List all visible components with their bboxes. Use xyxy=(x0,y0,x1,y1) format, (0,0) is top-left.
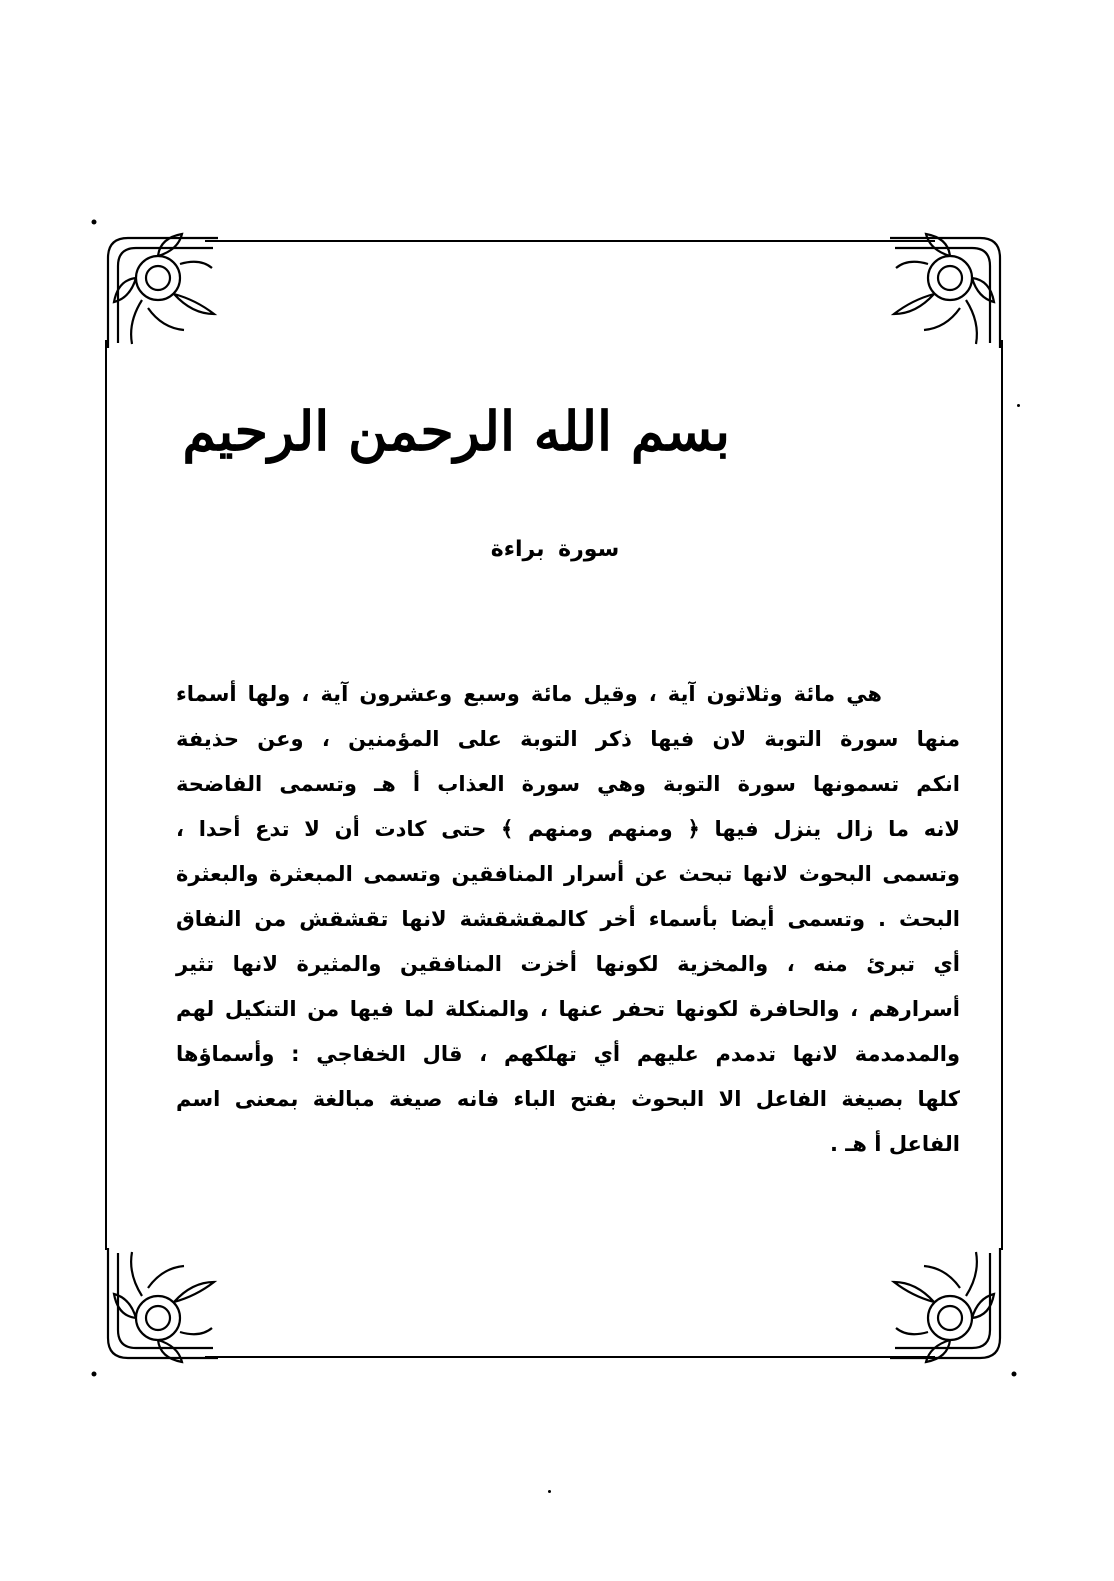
body-paragraph xyxy=(176,672,960,1167)
frame-top-border xyxy=(205,240,935,242)
text-line: وتسمى البحوث لانها تبحث عن أسرار المنافقين وتسمى المبعثرة والبعثرة xyxy=(176,862,960,886)
frame-right-border xyxy=(1001,340,1003,1250)
text-line: أي تبرئ منه ، والمخزية لكونها أخزت المنافقين والمثيرة لانها تثير xyxy=(176,952,960,976)
text-line: أسرارهم ، والحافرة لكونها تحفر عنها ، والمنكلة لما فيها من التنكيل لهم xyxy=(176,997,960,1021)
text-line: انكم تسمونها سورة التوبة وهي سورة العذاب أ هـ وتسمى الفاضحة xyxy=(176,772,960,796)
text-line: والمدمدمة لانها تدمدم عليهم أي تهلكهم ، قال الخفاجي : وأسماؤها xyxy=(176,1042,960,1066)
text-line: لانه ما زال ينزل فيها ﴿ ومنهم ومنهم ﴾ حتى كادت أن لا تدع أحدا ، xyxy=(176,817,960,841)
scan-speck xyxy=(1017,404,1020,407)
text-line: البحث . وتسمى أيضا بأسماء أخر كالمقشقشة لانها تقشقش من النفاق xyxy=(176,907,960,931)
ornament-bottom-left-corner-icon xyxy=(88,1228,238,1378)
frame-left-border xyxy=(105,340,107,1250)
ornament-top-right-corner-icon xyxy=(870,218,1020,368)
ornament-top-left-corner-icon xyxy=(88,218,238,368)
text-line: منها سورة التوبة لان فيها ذكر التوبة على المؤمنين ، وعن حذيفة xyxy=(176,727,960,751)
frame-bottom-border xyxy=(205,1356,935,1358)
text-line: هي مائة وثلاثون آية ، وقيل مائة وسبع وعشرون آية ، ولها أسماء xyxy=(176,682,882,706)
ornament-bottom-right-corner-icon xyxy=(870,1228,1020,1378)
surah-title: سورة براءة xyxy=(490,537,620,562)
scan-speck xyxy=(548,1490,551,1493)
text-line: الفاعل أ هـ . xyxy=(829,1132,960,1156)
text-line: كلها بصيغة الفاعل الا البحوث بفتح الباء فانه صيغة مبالغة بمعنى اسم xyxy=(176,1087,960,1111)
basmala-calligraphy: بسم الله الرحمن الرحيم xyxy=(182,399,730,463)
